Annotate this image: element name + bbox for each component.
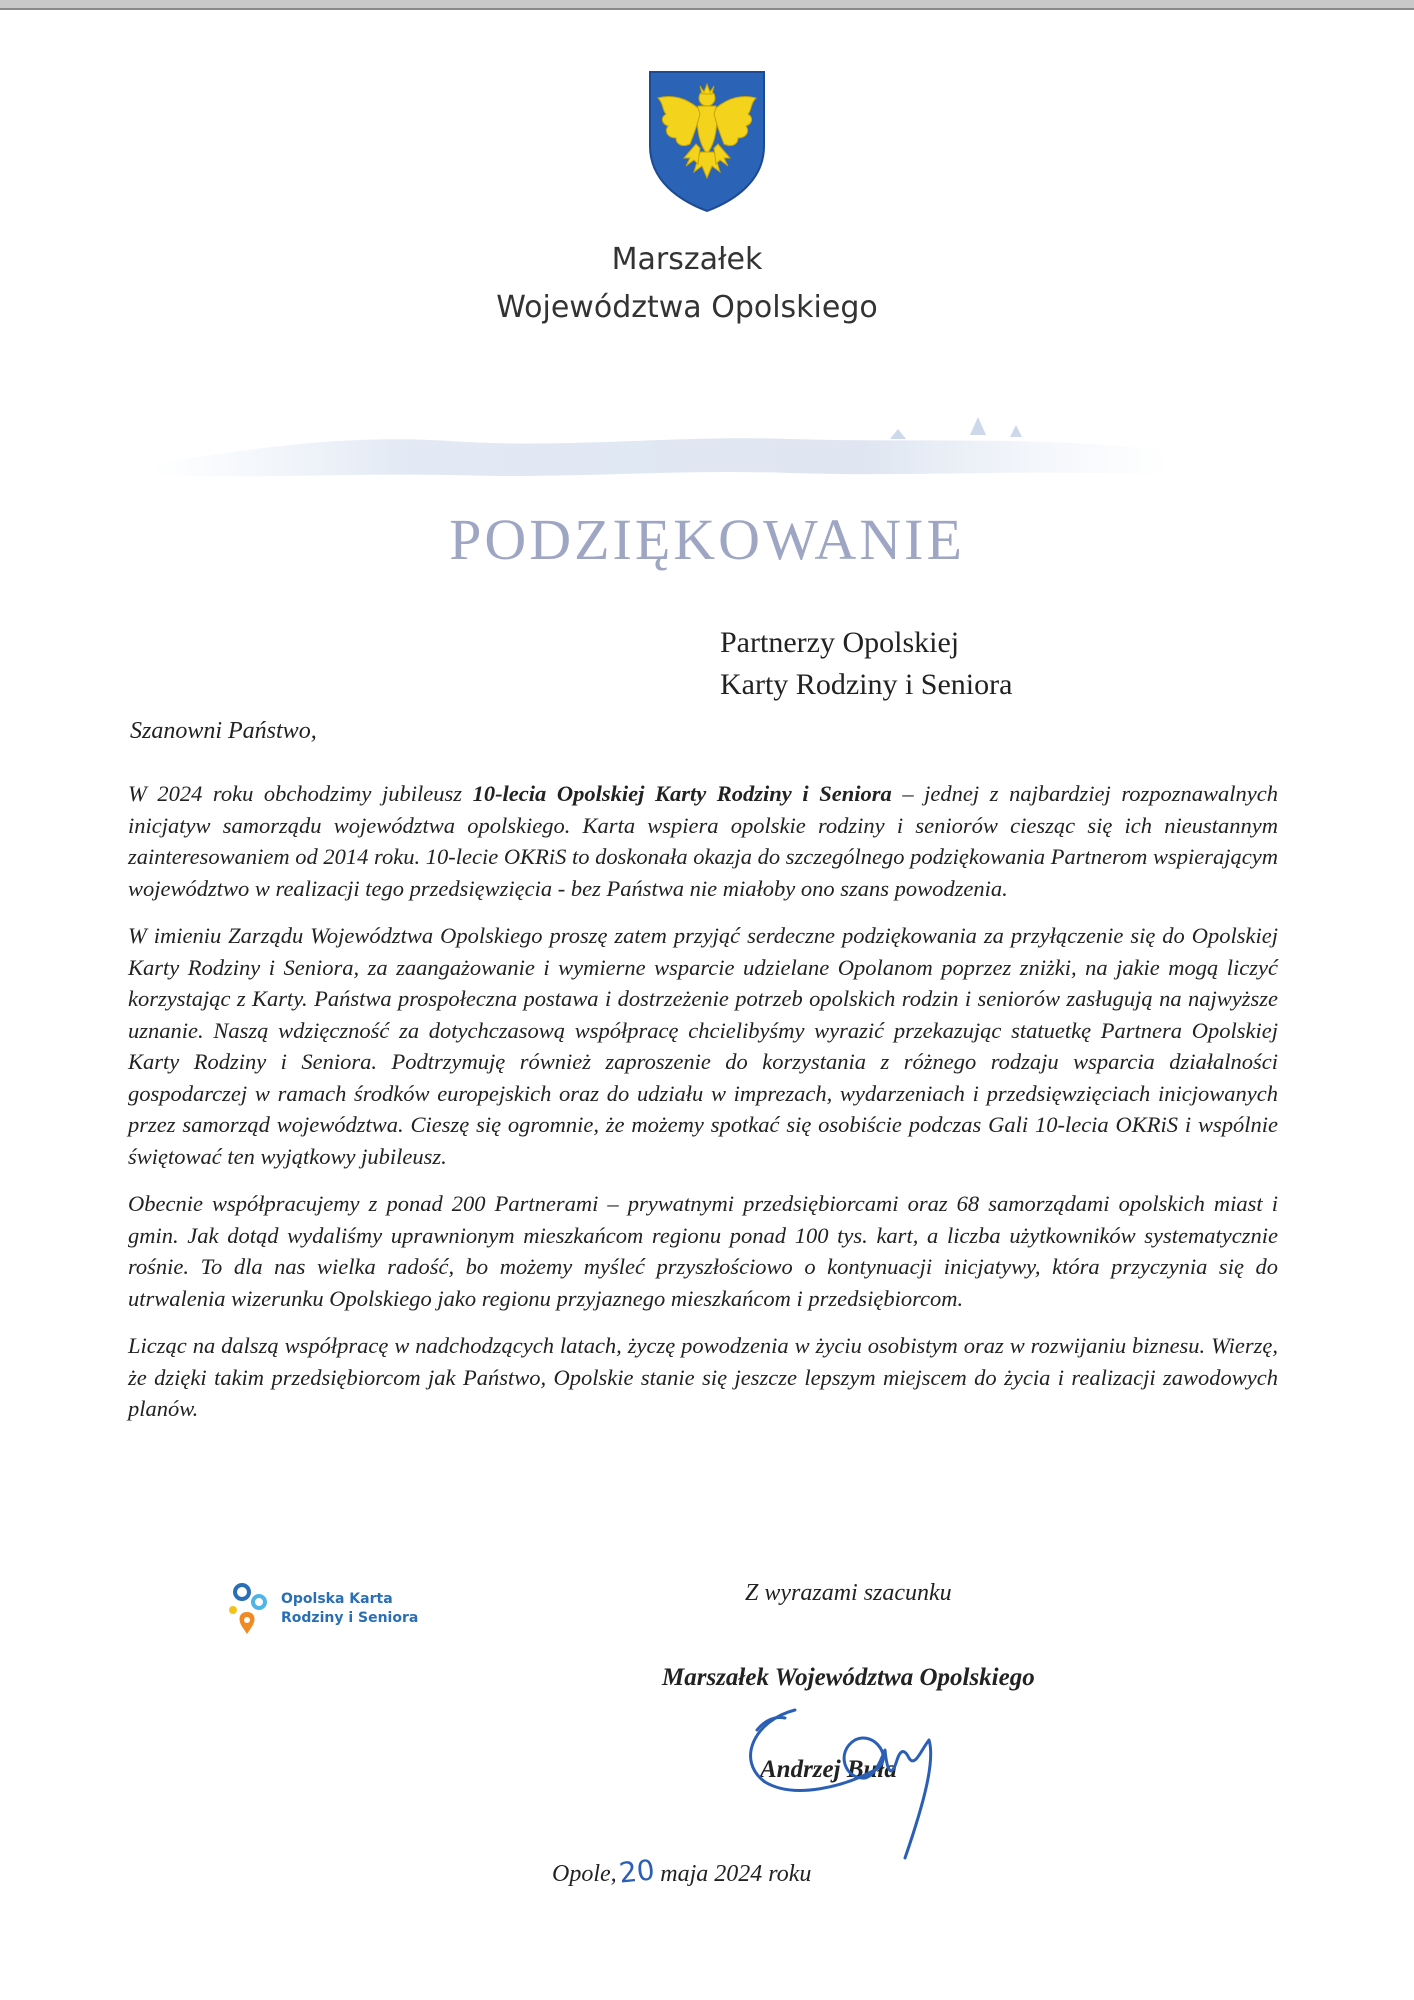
scan-top-edge-line — [0, 8, 1414, 10]
coat-of-arms-icon — [646, 68, 768, 214]
closing-regards: Z wyrazami szacunku — [745, 1580, 952, 1606]
okris-logo-icon — [225, 1580, 271, 1640]
paragraph-4: Licząc na dalszą współpracę w nadchodzących latach, życzę powodzenia w życiu osobistym oraz w rozwijaniu biznesu. Wierzę, że dzięki takim przedsiębiorcom jak Państwo, Opolskie stanie się jeszcze lepszym miejscem do życia i realizacji zawodowych planów. — [128, 1333, 1278, 1421]
paragraph-1-start: W 2024 roku obchodzimy jubileusz — [128, 781, 473, 806]
date-line — [552, 1855, 811, 1888]
signatory-name: Andrzej Buła — [760, 1756, 897, 1783]
scan-top-edge — [0, 0, 1414, 8]
institution-header — [407, 236, 967, 332]
paragraph-1 — [128, 778, 1278, 904]
paragraph-1-end: – jednej z najbardziej rozpoznawalnych inicjatyw samorządu województwa opolskiego. Karta wspiera opolskie rodziny i seniorów ciesząc się ich nieustannym zainteresowaniem od 2014 roku. 10-lecie OKRiS to doskonała okazja do szczególnego podziękowania Partnerom wspierającym województwo w realizacji tego przedsięwzięcia - bez Państwa nie miałoby ono szans powodzenia. — [128, 781, 1278, 901]
recipient-line-2: Karty Rodziny i Seniora — [720, 668, 1013, 701]
date-place: Opole, — [552, 1861, 617, 1887]
header-line-2: Województwa Opolskiego — [496, 290, 878, 325]
date-rest: maja 2024 roku — [660, 1861, 812, 1887]
document-title: PODZIĘKOWANIE — [449, 507, 965, 572]
paragraph-1-highlight: 10-lecia Opolskiej Karty Rodziny i Seniora — [472, 781, 892, 806]
paragraph-2: W imieniu Zarządu Województwa Opolskiego proszę zatem przyjąć serdeczne podziękowania za przyłączenie się do Opolskiej Karty Rodziny i Seniora, za zaangażowanie i wymierne wsparcie udzielane Opolanom poprzez zniżki, na jakie mogą liczyć korzystając z Karty. Państwa prospołeczna postawa i dostrzeżenie potrzeb opolskich rodzin i seniorów zasługują na najwyższe uznanie. Naszą wdzięczność za dotychczasową współpracę chcielibyśmy wyrazić przekazując statuetkę Partnera Opolskiej Karty Rodziny i Seniora. Podtrzymuję również zaproszenie do korzystania z różnego rodzaju wsparcia działalności gospodarczej w ramach środków europejskich oraz do udziału w imprezach, wydarzeniach i przedsięwzięciach inicjowanych przez samorząd województwa. Cieszę się ogromnie, że możemy spotkać się osobiście podczas Gali 10-lecia OKRiS i wspólnie świętować ten wyjątkowy jubileusz. — [128, 923, 1278, 1169]
salutation: Szanowni Państwo, — [130, 718, 317, 744]
header-line-1: Marszałek — [611, 242, 763, 277]
date-day-handwritten: 20 — [617, 1853, 656, 1890]
recipient-line-1: Partnerzy Opolskiej — [720, 626, 960, 659]
handwritten-signature — [725, 1690, 985, 1860]
okris-logo-line-1: Opolska Karta — [281, 1591, 393, 1607]
okris-logo-line-2: Rodziny i Seniora — [281, 1610, 419, 1626]
signatory-title: Marszałek Województwa Opolskiego — [662, 1664, 1035, 1691]
okris-logo-text — [281, 1590, 461, 1628]
okris-logo — [225, 1580, 445, 1640]
paragraph-3: Obecnie współpracujemy z ponad 200 Partnerami – prywatnymi przedsiębiorcami oraz 68 samorządami opolskich miast i gmin. Jak dotąd wydaliśmy uprawnionym mieszkańcom regionu ponad 100 tys. kart, a liczba użytkowników systematycznie rośnie. To dla nas wielka radość, bo możemy myśleć przyszłościowo o kontynuacji inicjatywy, która przyczynia się do utrwalenia wizerunku Opolskiego jako regionu przyjaznego mieszkańcom i przedsiębiorcom. — [128, 1191, 1278, 1311]
recipient-block — [720, 622, 1160, 706]
letter-body — [128, 778, 1278, 1441]
panorama-watermark — [150, 395, 1170, 495]
